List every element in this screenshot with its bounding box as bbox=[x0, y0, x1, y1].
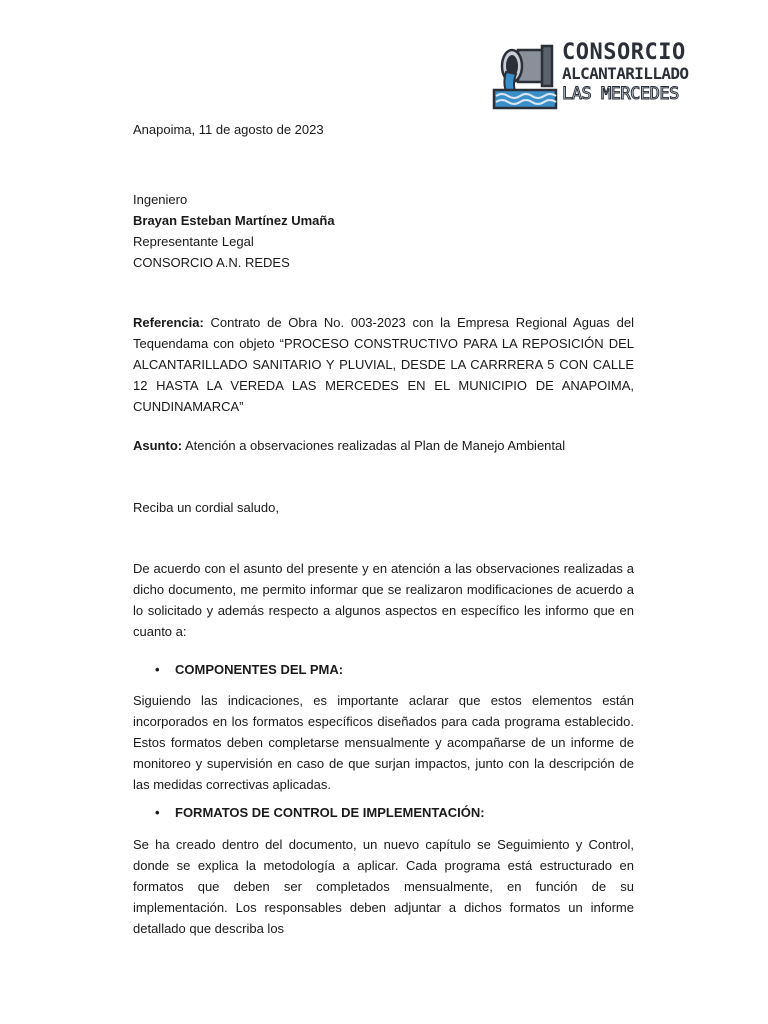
reference-paragraph bbox=[133, 312, 634, 417]
date-line: Anapoima, 11 de agosto de 2023 bbox=[133, 122, 324, 137]
bullet-marker: • bbox=[155, 805, 160, 820]
bullet-marker: • bbox=[155, 662, 160, 677]
pipe-water-icon bbox=[492, 42, 558, 110]
logo-line-2: ALCANTARILLADO bbox=[562, 64, 689, 83]
recipient-role: Representante Legal bbox=[133, 234, 254, 249]
section-text-control-formats: Se ha creado dentro del documento, un nuevo capítulo se Seguimiento y Control, donde se explica la metodología a aplicar. Cada programa está estructurado en formatos que deben ser completados mensualmente, en función de su implementación. Los responsables deben adjuntar a dichos formatos un informe detallado que describa los bbox=[133, 837, 634, 936]
company-logo bbox=[492, 40, 689, 110]
logo-line-3: LAS MERCEDES bbox=[562, 84, 679, 104]
subject-paragraph bbox=[133, 435, 634, 456]
recipient-title: Ingeniero bbox=[133, 192, 188, 207]
subject-text: Atención a observaciones realizadas al Plan de Manejo Ambiental bbox=[185, 438, 566, 453]
reference-text: Contrato de Obra No. 003-2023 con la Empresa Regional Aguas del Tequendama con objeto “PROCESO CONSTRUCTIVO PARA LA REPOSICIÓN DEL ALCANTARILLADO SANITARIO Y PLUVIAL, DESDE LA CARRRERA 5 CON CALLE 12 HASTA LA VEREDA LAS MERCEDES EN EL MUNICIPIO DE ANAPOIMA, CUNDINAMARCA” bbox=[133, 315, 634, 414]
reference-label: Referencia: bbox=[133, 315, 204, 330]
intro-paragraph: De acuerdo con el asunto del presente y en atención a las observaciones realizadas a dicho documento, me permito informar que se realizaron modificaciones de acuerdo a lo solicitado y además respecto a algunos aspectos en específico les informo que en cuanto a: bbox=[133, 561, 634, 639]
recipient-company: CONSORCIO A.N. REDES bbox=[133, 255, 290, 270]
section-heading-control-formats: FORMATOS DE CONTROL DE IMPLEMENTACIÓN: bbox=[175, 805, 485, 820]
section-heading-components: COMPONENTES DEL PMA: bbox=[175, 662, 344, 677]
recipient-name: Brayan Esteban Martínez Umaña bbox=[133, 213, 335, 228]
recipient-block bbox=[133, 189, 634, 273]
logo-wordmark bbox=[562, 42, 688, 106]
subject-label: Asunto: bbox=[133, 438, 183, 453]
logo-line-1: CONSORCIO bbox=[562, 40, 686, 65]
section-text-components: Siguiendo las indicaciones, es importante aclarar que estos elementos están incorporados en los formatos específicos diseñados para cada programa establecido. Estos formatos deben completarse mensualmente y acompañarse de un informe de monitoreo y supervisión en caso de que surjan impactos, junto con la descripción de las medidas correctivas aplicadas. bbox=[133, 693, 634, 792]
greeting: Reciba un cordial saludo, bbox=[133, 500, 279, 515]
